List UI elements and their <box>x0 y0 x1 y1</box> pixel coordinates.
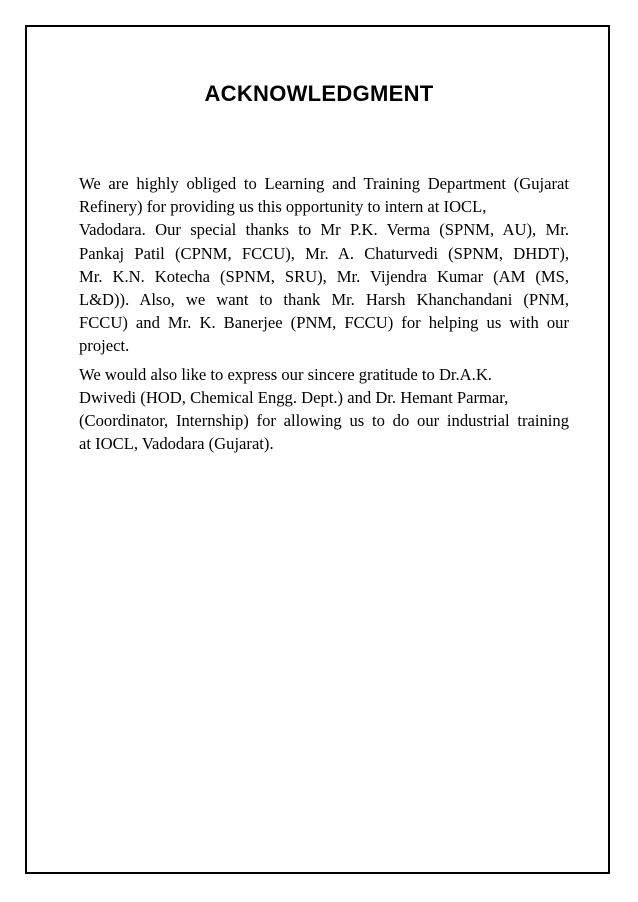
paragraph-1 <box>79 172 569 358</box>
paragraph-line: L&D)). Also, we want to thank Mr. Harsh Khanchandani (PNM, <box>79 290 569 310</box>
paragraph-line: (Coordinator, Internship) for allowing us to do our industrial training <box>79 411 569 431</box>
acknowledgment-body <box>79 172 569 455</box>
page-title: ACKNOWLEDGMENT <box>204 81 434 106</box>
paragraph-line: Dwivedi (HOD, Chemical Engg. Dept.) and Dr. Hemant Parmar, <box>79 387 509 407</box>
paragraph-line: We are highly obliged to Learning and Training Department (Gujarat <box>79 174 569 193</box>
paragraph-line: at IOCL, Vadodara (Gujarat). <box>79 434 274 454</box>
paragraph-line: FCCU) and Mr. K. Banerjee (PNM, FCCU) for helping us with our <box>79 313 569 333</box>
paragraph-line: We would also like to express our sincere gratitude to Dr.A.K. <box>79 364 492 384</box>
paragraph-line: Vadodara. Our special thanks to Mr P.K. Verma (SPNM, AU), Mr. <box>79 220 569 240</box>
paragraph-line: Pankaj Patil (CPNM, FCCU), Mr. A. Chaturvedi (SPNM, DHDT), <box>79 243 569 263</box>
paragraph-2 <box>79 363 569 456</box>
paragraph-line: Mr. K.N. Kotecha (SPNM, SRU), Mr. Vijendra Kumar (AM (MS, <box>79 266 569 286</box>
paragraph-line: project. <box>79 336 130 356</box>
paragraph-line: Refinery) for providing us this opportunity to intern at IOCL, <box>79 197 487 217</box>
